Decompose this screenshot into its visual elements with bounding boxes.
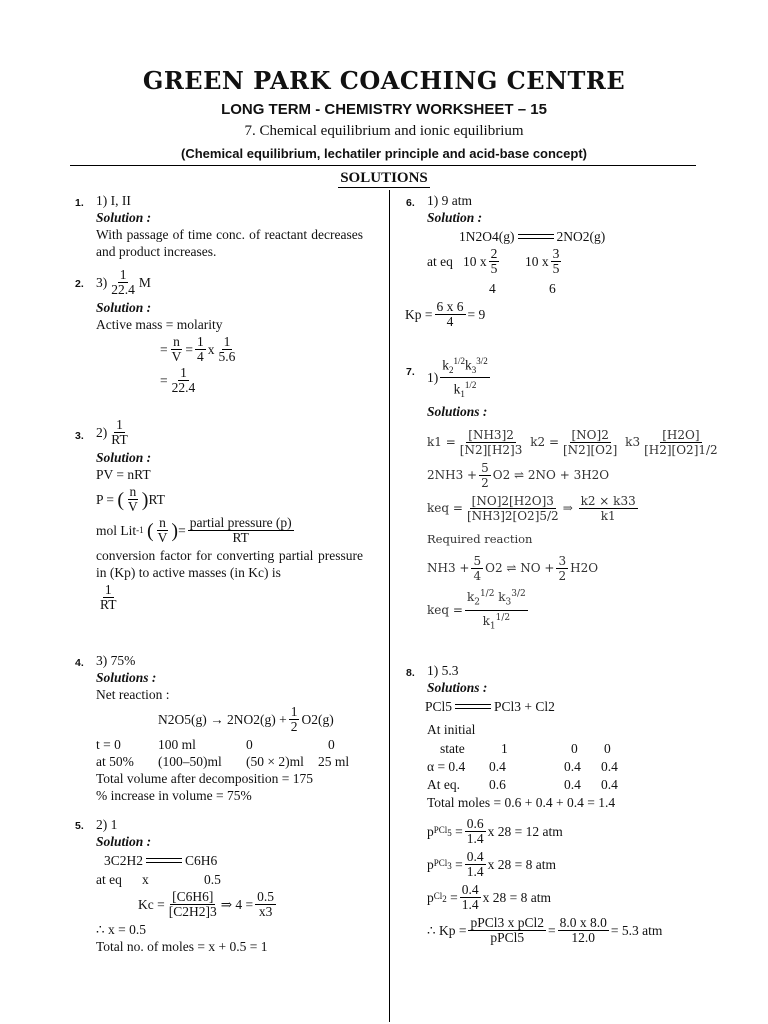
solution-text: Required reaction xyxy=(427,532,533,547)
fraction: $\frac{1}{4}$ xyxy=(197,334,204,364)
fraction: $\frac{\text{partial pressure (p)}}{RT}$ xyxy=(189,515,292,545)
solution-label: Solution : xyxy=(96,300,152,315)
solution-text: ∴ x = 0.5 xyxy=(96,922,146,937)
reaction-table: state 1 0 0 α = 0.4 0.4 0.4 0.4 At eq. 0.6 0.4 0.4 xyxy=(427,741,618,792)
solution-label: Solutions : xyxy=(96,670,157,685)
subtopic-title: (Chemical equilibrium, lechatiler principle and acid-base concept) xyxy=(181,146,587,161)
fraction: $\frac{k_2^{1/2}k_3^{3/2}}{k_1^{1/2}}$ xyxy=(442,356,488,400)
solution-label: Solution : xyxy=(427,210,483,225)
reaction-table: t = 0 100 ml 0 0 at 50% (100–50)ml (50 × 2)ml 25 ml xyxy=(96,737,350,769)
solution-5: 2) 1 Solution : 3C2H2 C6H6 at eq x 0.5 Kc = $\frac{[C6H6]}{[C2H2]3}$ ⇒ 4 = $\frac{0.5}{x3}$ ∴ x = 0.5 Total no. of moles = x + 0.5 = 1 xyxy=(96,816,363,955)
solution-label: Solutions : xyxy=(427,680,488,695)
fraction: $\frac{0.5}{x3}$ xyxy=(257,889,275,919)
equilibrium-arrow-icon xyxy=(455,703,491,711)
topic-title: 7. Chemical equilibrium and ionic equilibrium xyxy=(244,123,524,139)
solution-text: Net reaction : xyxy=(96,687,170,702)
equilibrium-arrow-icon xyxy=(518,233,554,241)
fraction: $\frac{1}{2}$ xyxy=(290,704,298,734)
solution-8: 1) 5.3 Solutions : PCl5 PCl3 + Cl2 At initial state 1 0 0 α = 0.4 0.4 0.4 0.4 At eq. 0.6 0.4 0.4 Total moles = 0.6 + 0.4 + 0.4 = 1.4 p PCl$_5$ = $\frac{0.6}{1.4}$ x 28 = 12 atm p PCl$_3$ = $\frac{0.4}{1.4}$ x 28 = 8 atm p $Cl_2$ = $\frac{0.4}{1.4}$ x 28 = 8 atm ∴ Kp = $\frac{\text{pPCl3 x pCl2}}{\text{pPCl5}}$ = $\frac{8.0 x 8.0}{12.0}$ = 5.3 atm xyxy=(427,662,697,947)
question-number: 6. xyxy=(406,197,415,209)
question-number: 4. xyxy=(75,657,84,669)
solution-label: Solution : xyxy=(96,450,152,465)
question-number: 3. xyxy=(75,430,84,442)
fraction: $\frac{n}{V}$ xyxy=(157,515,168,545)
answer: 1) I, II xyxy=(96,193,131,208)
solution-text: PV = nRT xyxy=(96,467,151,482)
fraction: $\frac{1}{5.6}$ xyxy=(218,334,236,364)
solution-2: 3) $\frac{1}{22.4}$ M Solution : Active mass = molarity = $\frac{n}{V}$ = $\frac{1}{4}$ x $\frac{1}{5.6}$ = $\frac{1}{22.4}$ xyxy=(96,266,363,397)
section-underline xyxy=(338,187,430,188)
worksheet-title: LONG TERM - CHEMISTRY WORKSHEET – 15 xyxy=(221,101,547,118)
header-rule xyxy=(70,165,696,166)
fraction: $\frac{3}{5}$ xyxy=(552,246,560,276)
question-number: 7. xyxy=(406,366,415,378)
fraction: $\frac{1}{22.4}$ xyxy=(171,365,196,395)
solution-3: 2) $\frac{1}{RT}$ Solution : PV = nRT P = ( $\frac{n}{V}$ ) RT mol Lit -1 ( $\frac{n}{V}$ ) = $\frac{\text{partial pressure (p)}}{RT}$ conversion factor for converting partial pressure in (Kp) to active masses (in Kc) is $\frac{1}{RT}$ xyxy=(96,417,363,612)
solution-text: Total moles = 0.6 + 0.4 + 0.4 = 1.4 xyxy=(427,795,616,810)
question-number: 2. xyxy=(75,278,84,290)
solution-6: 1) 9 atm Solution : 1N2O4(g) 2NO2(g) at eq 10 x $\frac{2}{5}$ 10 x $\frac{3}{5}$ 4 6 Kp = $\frac{6 x 6}{4}$ = 9 xyxy=(427,192,697,331)
answer: 1) 9 atm xyxy=(427,193,472,208)
page-title: GREEN PARK COACHING CENTRE xyxy=(142,66,626,95)
fraction: $\frac{2}{5}$ xyxy=(490,246,498,276)
question-number: 5. xyxy=(75,820,84,832)
fraction: $\frac{n}{V}$ xyxy=(171,334,182,364)
solution-label: Solution : xyxy=(96,210,152,225)
solution-text: At initial xyxy=(427,722,476,737)
solution-text: conversion factor for converting partial pressure in (Kp) to active masses (in Kc) is xyxy=(96,548,363,580)
section-title: SOLUTIONS xyxy=(340,170,428,186)
fraction: $\frac{1}{22.4}$ xyxy=(111,267,135,297)
question-number: 1. xyxy=(75,197,84,209)
solution-text: Total no. of moles = x + 0.5 = 1 xyxy=(96,939,268,954)
solution-label: Solutions : xyxy=(427,404,488,420)
solution-1 xyxy=(96,192,363,260)
answer-prefix: 3) xyxy=(96,275,108,290)
solution-4: 3) 75% Solutions : Net reaction : N2O5(g) → 2NO2(g) + $\frac{1}{2}$ O2(g) t = 0 100 ml 0 0 at 50% (100–50)ml (50 × 2)ml 25 ml Total volume after decomposition = 175 % increase in volume = 75% xyxy=(96,652,363,804)
answer-unit: M xyxy=(138,275,151,290)
solution-text: With passage of time conc. of reactant decreases and product increases. xyxy=(96,227,363,259)
question-number: 8. xyxy=(406,667,415,679)
fraction: $\frac{n}{V}$ xyxy=(128,484,138,514)
answer: 3) 75% xyxy=(96,653,136,668)
fraction: $\frac{[C6H6]}{[C2H2]3}$ xyxy=(168,889,217,919)
equilibrium-arrow-icon xyxy=(146,857,182,865)
solution-label: Solution : xyxy=(96,834,152,849)
fraction: $\frac{6 x 6}{4}$ xyxy=(436,299,464,329)
solution-text: % increase in volume = 75% xyxy=(96,788,252,803)
fraction: $\frac{1}{RT}$ xyxy=(100,582,117,612)
column-divider xyxy=(389,190,390,1022)
answer: 2) 1 xyxy=(96,817,118,832)
solution-7: 1) $\frac{k_2^{1/2}k_3^{3/2}}{k_1^{1/2}}$ Solutions : k1 = $\frac{[NH3]2}{[N2][H2]3}$ k2 = $\frac{[NO]2}{[N2][O2]}$ k3 $\frac{[H2O]}{[H2][O2]1/2}$ 2NH3 + $\frac{5}{2}$ O2 ⇌ 2NO + 3H2O keq = $\frac{[NO]2[H2O]3}{[NH3]2[O2]5/2}$ ⇒ $\frac{k2 \times k33}{k1}$ Required reaction NH3 + $\frac{5}{4}$ O2 ⇌ NO + $\frac{3}{2}$ H2O keq = $\frac{k_2^{1/2} k_3^{3/2}}{k_1^{1/2}}$ xyxy=(427,356,718,632)
solution-text: Active mass = molarity xyxy=(96,317,223,332)
fraction: $\frac{1}{RT}$ xyxy=(111,417,128,447)
solution-text: Total volume after decomposition = 175 xyxy=(96,771,313,786)
answer: 1) 5.3 xyxy=(427,663,459,678)
